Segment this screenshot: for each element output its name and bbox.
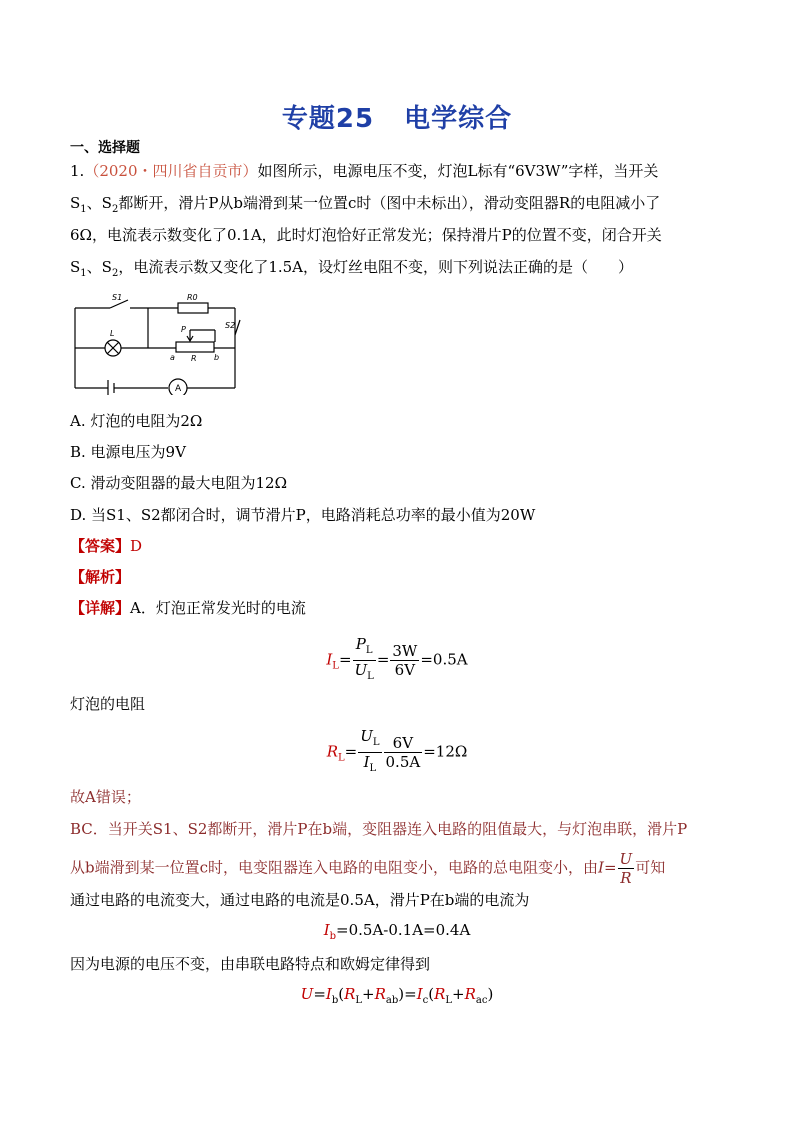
section-heading: 一、选择题	[70, 140, 140, 156]
analysis-label: 【解析】	[70, 568, 131, 586]
question-line-1: 1.（2020・四川省自贡市）如图所示，电源电压不变，灯泡L标有“6V3W”字样，当开关	[70, 162, 659, 180]
equation-ib: $I_b=0.5A-0.1A=0.4A$	[323, 921, 471, 942]
label-a: a	[170, 353, 175, 362]
bc-line-1: BC．当开关S1、S2都断开，滑片P在b端，变阻器连入电路的阻值最大，与灯泡串联，滑片P	[70, 820, 688, 838]
label-l: L	[110, 329, 115, 338]
label-r0: R0	[187, 293, 198, 302]
question-line-4: $S_1$、$S_2$，电流表示数又变化了1.5A，设灯丝电阻不变，则下列说法正确的是（ ）	[70, 258, 634, 279]
lamp-resistance-label: 灯泡的电阻	[70, 695, 146, 713]
label-p: P	[181, 325, 186, 334]
detail-line: 【详解】A．灯泡正常发光时的电流	[70, 599, 306, 617]
equation-voltage: $U=I_b(R_L+R_{ab})=I_c(R_L+R_{ac})$	[300, 985, 494, 1006]
ammeter-icon: A	[175, 384, 182, 394]
label-s1: S1	[112, 293, 123, 302]
title-topic: 专题25	[281, 104, 375, 134]
label-s2: S2	[225, 321, 236, 330]
label-r: R	[191, 354, 197, 363]
option-c: C. 滑动变阻器的最大电阻为12Ω	[70, 474, 288, 492]
question-line-2: $S_1$、$S_2$都断开，滑片P从b端滑到某一位置c时（图中未标出），滑动变阻器R的电阻减小了	[70, 194, 661, 215]
question-source: （2020・四川省自贡市）	[84, 162, 258, 180]
question-line-3: 6Ω，电流表示数变化了0.1A，此时灯泡恰好正常发光；保持滑片P的位置不变，闭合开关	[70, 226, 662, 244]
equation-current: $I_L=$ $\frac{P_L}{U_L}$ = $\frac{3W}{6V}$ =0.5A	[326, 635, 468, 682]
ohm-law-line: 因为电源的电压不变，由串联电路特点和欧姆定律得到	[70, 955, 431, 973]
title-subject: 电学综合	[404, 104, 513, 134]
bc-line-3: 通过电路的电流变大，通过电路的电流是0.5A，滑片P在b端的电流为	[70, 891, 530, 909]
answer-line: 【答案】D	[70, 537, 143, 555]
option-a: A. 灯泡的电阻为2Ω	[70, 412, 203, 430]
conclusion-a: 故A错误；	[70, 788, 141, 806]
page-title	[0, 98, 794, 135]
option-b: B. 电源电压为9V	[70, 443, 186, 461]
equation-resistance: $R_L=$ $\frac{U_L}{I_L}$ $\frac{6V}{0.5A}$ =12Ω	[326, 727, 468, 774]
option-d: D. 当S1、S2都闭合时，调节滑片P，电路消耗总功率的最小值为20W	[70, 506, 536, 524]
circuit-diagram	[70, 290, 250, 395]
bc-line-2: 从b端滑到某一位置c时，电变阻器连入电路的电阻变小，电路的总电阻变小，由I= $\frac{U}{R}$ 可知	[70, 850, 666, 887]
label-b: b	[214, 353, 220, 362]
